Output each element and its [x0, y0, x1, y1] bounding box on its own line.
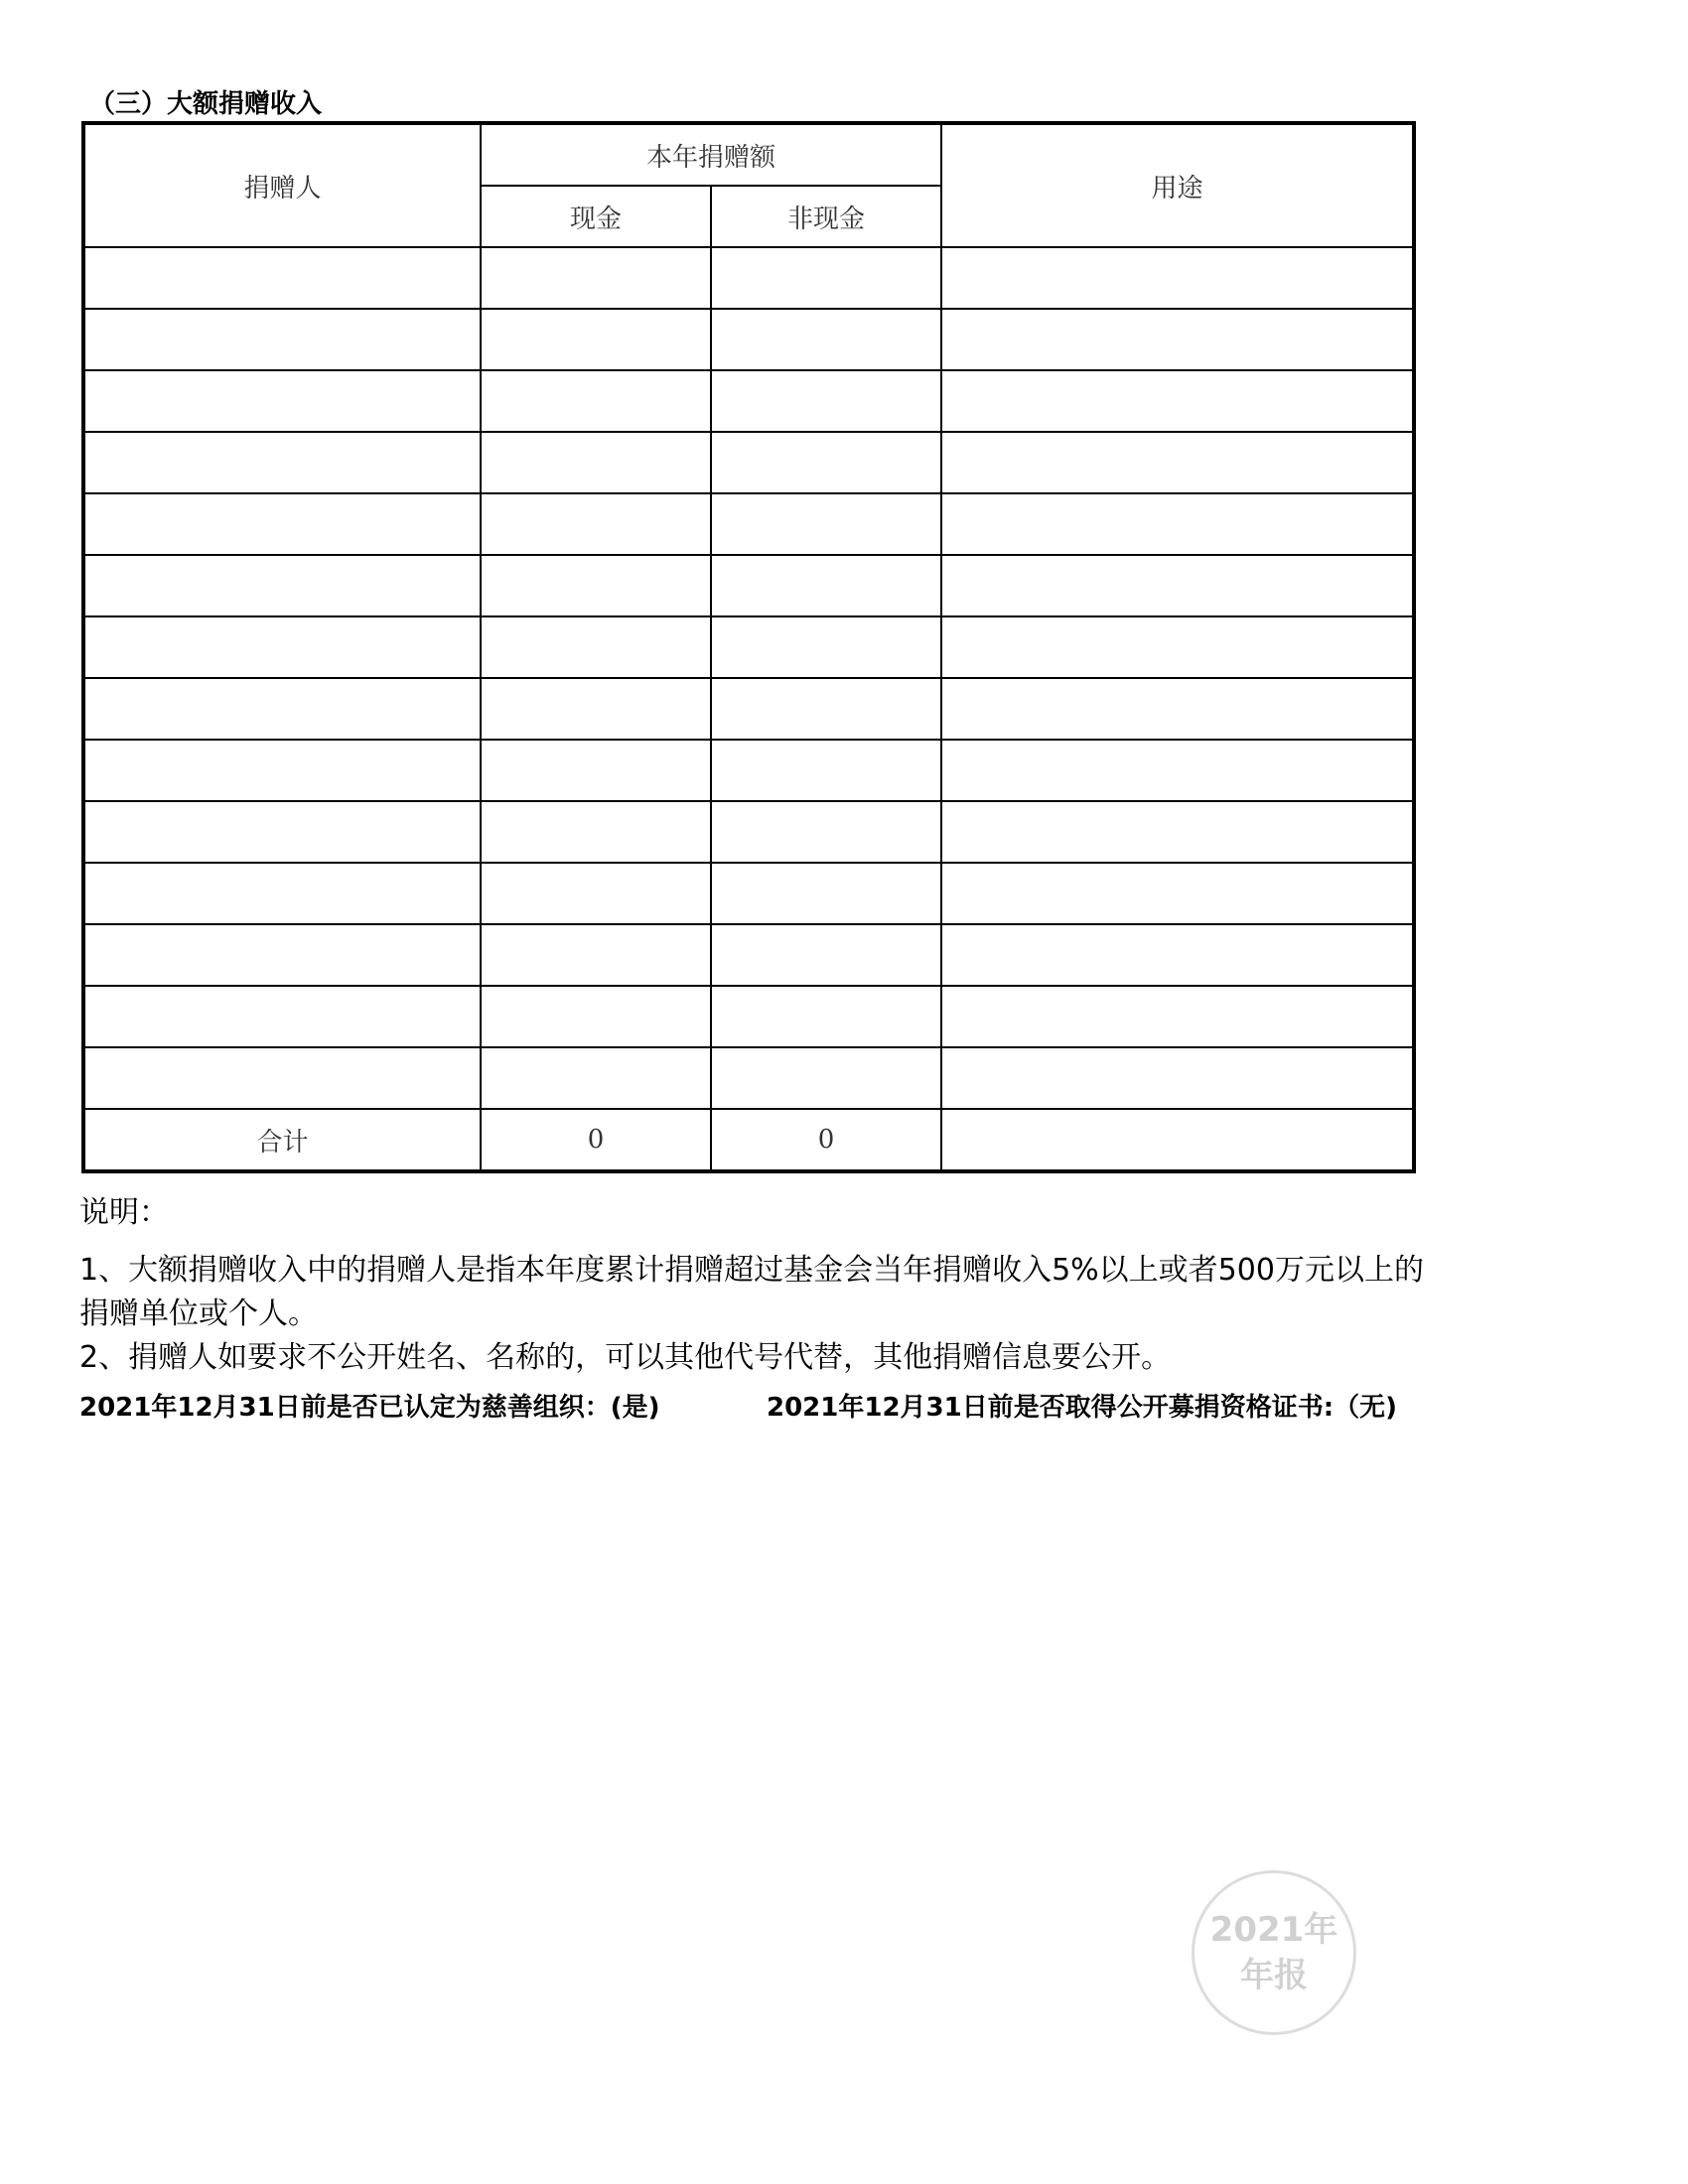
- table-row: [83, 309, 1414, 370]
- donor-cell: [83, 740, 481, 801]
- donor-cell: [83, 678, 481, 740]
- header-cash: 现金: [481, 186, 711, 247]
- non-cash-cell: [711, 493, 941, 555]
- fundraising-cert-statement: 2021年12月31日前是否取得公开募捐资格证书:（无): [767, 1393, 1398, 1423]
- table-row: [83, 370, 1414, 432]
- donor-cell: [83, 432, 481, 493]
- donor-cell: [83, 616, 481, 678]
- header-non-cash: 非现金: [711, 186, 941, 247]
- cash-cell: [481, 370, 711, 432]
- table-row: [83, 247, 1414, 309]
- cash-cell: [481, 678, 711, 740]
- use-cell: [941, 370, 1414, 432]
- table-row: [83, 555, 1414, 616]
- section-title: （三）大额捐赠收入: [89, 89, 323, 119]
- non-cash-cell: [711, 986, 941, 1047]
- table-row: [83, 740, 1414, 801]
- use-cell: [941, 678, 1414, 740]
- cash-cell: [481, 247, 711, 309]
- use-cell: [941, 924, 1414, 986]
- use-cell: [941, 247, 1414, 309]
- donor-cell: [83, 370, 481, 432]
- table-row: [83, 1047, 1414, 1109]
- note-line-1: 1、大额捐赠收入中的捐赠人是指本年度累计捐赠超过基金会当年捐赠收入5%以上或者500万元以上的捐赠单位或个人。: [79, 1253, 1424, 1331]
- cash-cell: [481, 616, 711, 678]
- stamp-line-1: 2021年: [1209, 1910, 1338, 1950]
- cash-cell: [481, 555, 711, 616]
- table-row: [83, 986, 1414, 1047]
- non-cash-cell: [711, 863, 941, 924]
- header-amount-group: 本年捐赠额: [481, 123, 941, 186]
- use-cell: [941, 986, 1414, 1047]
- donor-cell: [83, 924, 481, 986]
- table-row: [83, 493, 1414, 555]
- use-cell: [941, 740, 1414, 801]
- total-row: [83, 1109, 1414, 1171]
- donor-cell: [83, 1047, 481, 1109]
- stamp-line-2: 年报: [1240, 1956, 1308, 1995]
- use-cell: [941, 493, 1414, 555]
- cash-cell: [481, 493, 711, 555]
- cash-cell: [481, 801, 711, 863]
- total-use: [941, 1109, 1414, 1171]
- cash-cell: [481, 924, 711, 986]
- annual-report-stamp-icon: [1192, 1870, 1356, 2035]
- donor-cell: [83, 801, 481, 863]
- non-cash-cell: [711, 616, 941, 678]
- cash-cell: [481, 740, 711, 801]
- total-non-cash: 0: [711, 1109, 941, 1171]
- use-cell: [941, 309, 1414, 370]
- non-cash-cell: [711, 309, 941, 370]
- note-line-2: 2、捐赠人如要求不公开姓名、名称的，可以其他代号代替，其他捐赠信息要公开。: [79, 1340, 1172, 1375]
- non-cash-cell: [711, 740, 941, 801]
- donor-cell: [83, 555, 481, 616]
- notes-title: 说明：: [79, 1195, 169, 1230]
- donor-cell: [83, 309, 481, 370]
- cash-cell: [481, 1047, 711, 1109]
- donor-cell: [83, 247, 481, 309]
- use-cell: [941, 801, 1414, 863]
- total-label: 合计: [83, 1109, 481, 1171]
- cash-cell: [481, 309, 711, 370]
- non-cash-cell: [711, 247, 941, 309]
- cash-cell: [481, 986, 711, 1047]
- use-cell: [941, 555, 1414, 616]
- use-cell: [941, 432, 1414, 493]
- header-donor: 捐赠人: [83, 123, 481, 247]
- use-cell: [941, 1047, 1414, 1109]
- non-cash-cell: [711, 555, 941, 616]
- non-cash-cell: [711, 801, 941, 863]
- use-cell: [941, 863, 1414, 924]
- table-row: [83, 863, 1414, 924]
- donor-cell: [83, 493, 481, 555]
- header-use: 用途: [941, 123, 1414, 247]
- total-cash: 0: [481, 1109, 711, 1171]
- donor-cell: [83, 986, 481, 1047]
- large-donations-table: [81, 121, 1416, 1173]
- non-cash-cell: [711, 1047, 941, 1109]
- non-cash-cell: [711, 432, 941, 493]
- non-cash-cell: [711, 678, 941, 740]
- table-row: [83, 678, 1414, 740]
- cash-cell: [481, 863, 711, 924]
- table-row: [83, 432, 1414, 493]
- table-row: [83, 616, 1414, 678]
- cash-cell: [481, 432, 711, 493]
- notes-section: [79, 1191, 1430, 1380]
- table-row: [83, 801, 1414, 863]
- non-cash-cell: [711, 370, 941, 432]
- use-cell: [941, 616, 1414, 678]
- non-cash-cell: [711, 924, 941, 986]
- table-row: [83, 924, 1414, 986]
- charity-status-statement: 2021年12月31日前是否已认定为慈善组织：(是): [79, 1393, 660, 1423]
- donor-cell: [83, 863, 481, 924]
